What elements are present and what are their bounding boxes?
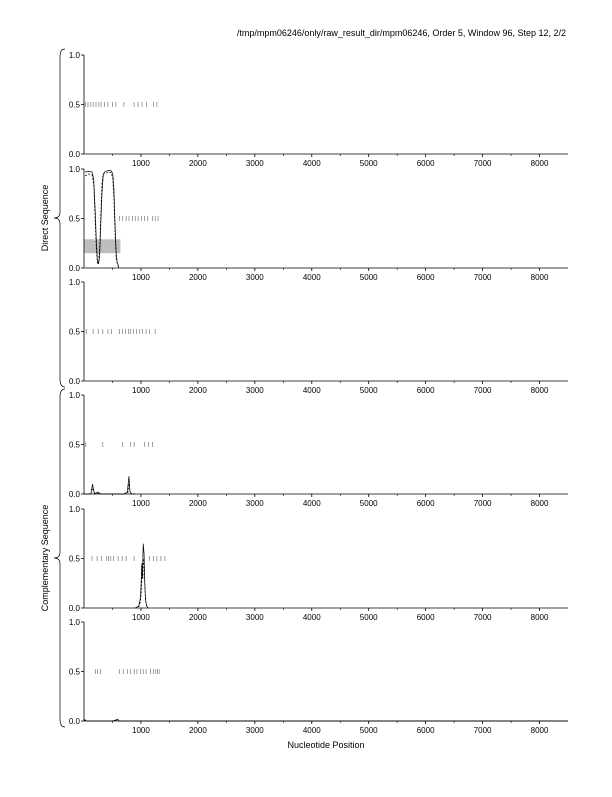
x-tick-label: 3000: [245, 726, 264, 735]
x-tick-label: 3000: [245, 386, 264, 395]
x-tick-label: 6000: [416, 386, 435, 395]
x-tick-label: 2000: [188, 726, 207, 735]
x-tick-label: 6000: [416, 726, 435, 735]
x-tick-label: 7000: [473, 613, 492, 622]
x-tick-label: 7000: [473, 273, 492, 282]
x-tick-label: 4000: [302, 273, 321, 282]
y-tick-label: 0.5: [68, 327, 80, 337]
group-brace: [54, 49, 65, 387]
panel-6: [69, 618, 568, 735]
x-tick-label: 6000: [416, 159, 435, 168]
x-tick-label: 2000: [188, 499, 207, 508]
x-tick-label: 1000: [132, 613, 150, 622]
x-tick-label: 4000: [302, 386, 321, 395]
group-brace: [54, 389, 65, 727]
x-tick-label: 5000: [359, 726, 378, 735]
y-tick-label: 0.5: [68, 667, 80, 677]
x-tick-label: 6000: [416, 273, 435, 282]
groups-layer: [40, 49, 65, 727]
x-tick-label: 8000: [530, 386, 549, 395]
x-tick-label: 3000: [245, 613, 264, 622]
x-tick-label: 8000: [530, 159, 549, 168]
x-tick-label: 8000: [530, 273, 549, 282]
panel-4: [69, 391, 568, 508]
x-tick-label: 6000: [416, 613, 435, 622]
x-tick-label: 4000: [302, 499, 321, 508]
series-line-solid: [84, 476, 135, 494]
y-tick-label: 1.0: [68, 391, 80, 400]
y-tick-label: 0.5: [68, 554, 80, 564]
y-tick-label: 0.0: [68, 717, 80, 726]
y-tick-label: 0.0: [68, 150, 80, 159]
y-tick-label: 0.0: [68, 490, 80, 499]
x-tick-label: 7000: [473, 726, 492, 735]
panel-1: [69, 51, 568, 168]
y-tick-label: 0.0: [68, 604, 80, 613]
x-tick-label: 5000: [359, 273, 378, 282]
x-tick-label: 4000: [302, 159, 321, 168]
x-tick-label: 1000: [132, 159, 150, 168]
x-tick-label: 8000: [530, 726, 549, 735]
series-line-solid: [85, 170, 119, 268]
x-tick-label: 2000: [188, 159, 207, 168]
x-tick-label: 4000: [302, 726, 321, 735]
x-tick-label: 1000: [132, 726, 150, 735]
x-tick-label: 3000: [245, 159, 264, 168]
y-tick-label: 1.0: [68, 505, 80, 514]
panel-3: [69, 278, 568, 395]
panel-5: [69, 505, 568, 622]
y-tick-label: 1.0: [68, 278, 80, 287]
group-label: Direct Sequence: [40, 184, 50, 252]
y-tick-label: 0.5: [68, 440, 80, 450]
panels-layer: [69, 51, 568, 735]
shaded-region: [84, 239, 120, 253]
y-tick-label: 0.0: [68, 264, 80, 273]
y-tick-label: 1.0: [68, 165, 80, 174]
y-tick-label: 0.5: [68, 100, 80, 110]
x-tick-label: 3000: [245, 499, 264, 508]
group-label: Complementary Sequence: [40, 504, 50, 612]
x-tick-label: 6000: [416, 499, 435, 508]
x-tick-label: 2000: [188, 386, 207, 395]
y-tick-label: 1.0: [68, 618, 80, 627]
x-tick-label: 7000: [473, 386, 492, 395]
x-tick-label: 1000: [132, 273, 150, 282]
x-tick-label: 8000: [530, 613, 549, 622]
x-tick-label: 8000: [530, 499, 549, 508]
y-tick-label: 0.0: [68, 377, 80, 386]
x-tick-label: 7000: [473, 499, 492, 508]
y-tick-label: 0.5: [68, 214, 80, 224]
x-tick-label: 5000: [359, 613, 378, 622]
x-tick-label: 2000: [188, 613, 207, 622]
x-tick-label: 1000: [132, 499, 150, 508]
x-tick-label: 5000: [359, 159, 378, 168]
x-axis-label: Nucleotide Position: [287, 740, 365, 750]
panel-2: [69, 165, 568, 282]
x-tick-label: 5000: [359, 386, 378, 395]
x-tick-label: 5000: [359, 499, 378, 508]
x-tick-label: 3000: [245, 273, 264, 282]
x-tick-label: 7000: [473, 159, 492, 168]
x-tick-label: 1000: [132, 386, 150, 395]
x-tick-label: 4000: [302, 613, 321, 622]
y-tick-label: 1.0: [68, 51, 80, 60]
x-tick-label: 2000: [188, 273, 207, 282]
header-title: /tmp/mpm06246/only/raw_result_dir/mpm06246, Order 5, Window 96, Step 12, 2/2: [236, 28, 566, 38]
